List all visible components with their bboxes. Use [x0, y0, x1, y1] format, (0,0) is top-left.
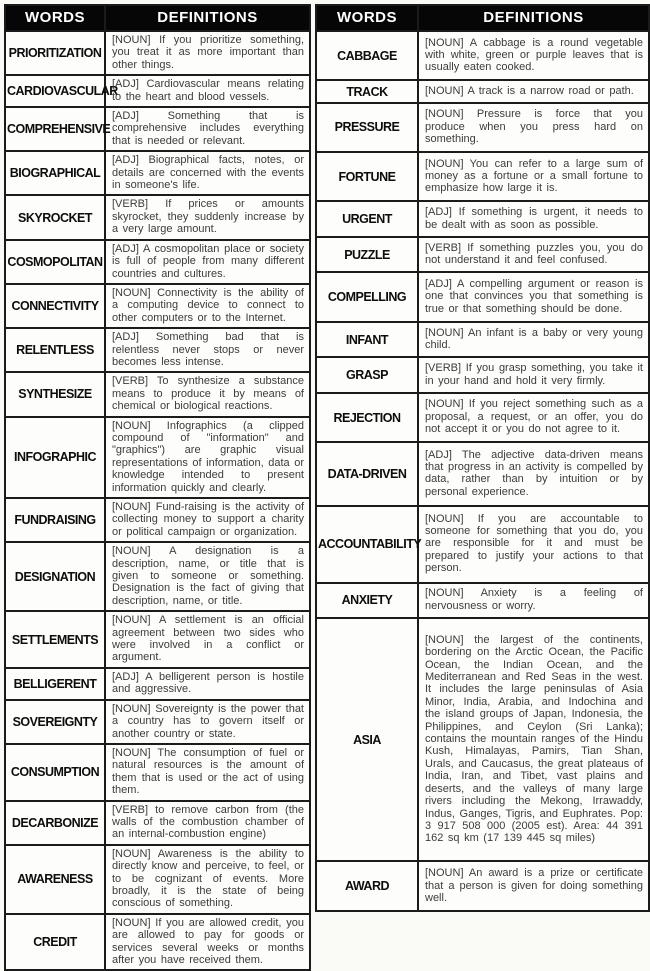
table-row [5, 417, 310, 498]
table-row [5, 372, 310, 416]
table-row [316, 103, 649, 152]
definition-cell: [ADJ] A compelling argument or reason is one that convinces you that something is true or that something should be done. [418, 272, 649, 321]
table-row [5, 498, 310, 542]
definition-cell: [NOUN] A cabbage is a round vegetable with white, green or purple leaves that is usually eaten cooked. [418, 31, 649, 80]
definitions-column-header: DEFINITIONS [418, 5, 649, 31]
word-cell: COMPREHENSIVE [5, 107, 105, 151]
header-row [316, 5, 649, 31]
header-row [5, 5, 310, 31]
table-row [5, 284, 310, 328]
table-row [316, 506, 649, 583]
word-cell: CREDIT [5, 914, 105, 971]
table-row [316, 357, 649, 393]
word-cell: AWARENESS [5, 845, 105, 914]
definition-cell: [NOUN] Awareness is the ability to directly know and perceive, to feel, or to be cognizant of events. More broadly, it is the state of being conscious of something. [105, 845, 310, 914]
word-cell: CONSUMPTION [5, 744, 105, 801]
table-row [316, 442, 649, 505]
word-cell: COSMOPOLITAN [5, 240, 105, 284]
word-cell: AWARD [316, 861, 418, 911]
word-cell: ACCOUNTABILITY [316, 506, 418, 583]
word-cell: TRACK [316, 80, 418, 102]
table-row [5, 744, 310, 801]
table-row [316, 272, 649, 321]
definition-cell: [VERB] To synthesize a substance means to produce it by means of chemical or biological reactions. [105, 372, 310, 416]
definition-cell: [NOUN] The consumption of fuel or natural resources is the amount of them that is used or the act of using them. [105, 744, 310, 801]
word-cell: ASIA [316, 618, 418, 861]
definition-cell: [NOUN] Infographics (a clipped compound of "information" and "graphics") are graphic visual representations of information, data or knowledge intended to present information quickly and clearly. [105, 417, 310, 498]
definition-cell: [NOUN] If you prioritize something, you treat it as more important than other things. [105, 31, 310, 75]
definition-cell: [ADJ] Biographical facts, notes, or details are concerned with the events in someone's life. [105, 151, 310, 195]
words-column-header: WORDS [5, 5, 105, 31]
word-cell: DECARBONIZE [5, 801, 105, 845]
table-row [5, 801, 310, 845]
definition-cell: [ADJ] A cosmopolitan place or society is full of people from many different countries and cultures. [105, 240, 310, 284]
word-cell: CABBAGE [316, 31, 418, 80]
word-cell: CARDIOVASCULAR [5, 75, 105, 107]
definition-cell: [ADJ] The adjective data-driven means that progress in an activity is compelled by data, rather than by intuition or by personal experience. [418, 442, 649, 505]
table-row [316, 618, 649, 861]
word-cell: DATA-DRIVEN [316, 442, 418, 505]
table-row [316, 237, 649, 273]
definition-cell: [NOUN] Pressure is force that you produce when you press hard on something. [418, 103, 649, 152]
word-cell: GRASP [316, 357, 418, 393]
word-cell: SYNTHESIZE [5, 372, 105, 416]
table-row [316, 31, 649, 80]
table-row [5, 914, 310, 971]
word-cell: FORTUNE [316, 152, 418, 201]
word-cell: BIOGRAPHICAL [5, 151, 105, 195]
definition-cell: [ADJ] A belligerent person is hostile and aggressive. [105, 668, 310, 700]
definition-cell: [VERB] to remove carbon from (the walls of the combustion chamber of an internal-combustion engine) [105, 801, 310, 845]
definition-cell: [NOUN] Anxiety is a feeling of nervousness or worry. [418, 583, 649, 619]
word-cell: PRIORITIZATION [5, 31, 105, 75]
definition-cell: [VERB] If prices or amounts skyrocket, they suddenly increase by a very large amount. [105, 195, 310, 239]
definition-cell: [NOUN] the largest of the continents, bordering on the Arctic Ocean, the Pacific Ocean, the Indian Ocean, and the Mediterranean and Red Seas in the west. It includes the large peninsulas of Asia Minor, India, Arabia, and Indochina and the island groups of Japan, Indonesia, the Philippines, and Ceylon (Sri Lanka); contains the mountain ranges of the Hindu Kush, Himalayas, Pamirs, Tian Shan, Urals, and Caucasus, the great plateaus of India, Iran, and Tibet, vast plains and deserts, and the valleys of many large rivers including the Mekong, Irrawaddy, Indus, Ganges, Tigris, and Euphrates. Pop: 3 917 508 000 (2005 est). Area: 44 391 162 sq km (17 139 445 sq miles) [418, 618, 649, 861]
word-cell: DESIGNATION [5, 542, 105, 611]
table-row [316, 861, 649, 911]
word-cell: URGENT [316, 201, 418, 237]
word-cell: SOVEREIGNTY [5, 700, 105, 744]
table-row [316, 393, 649, 442]
word-cell: INFOGRAPHIC [5, 417, 105, 498]
definition-cell: [NOUN] If you reject something such as a proposal, a request, or an offer, you do not accept it or you do not agree to it. [418, 393, 649, 442]
definition-cell: [VERB] If something puzzles you, you do not understand it and feel confused. [418, 237, 649, 273]
word-cell: PRESSURE [316, 103, 418, 152]
table-row [5, 668, 310, 700]
vocab-table-right [315, 4, 650, 912]
word-cell: ANXIETY [316, 583, 418, 619]
table-row [316, 201, 649, 237]
definition-cell: [ADJ] Cardiovascular means relating to the heart and blood vessels. [105, 75, 310, 107]
table-row [316, 80, 649, 102]
table-row [5, 107, 310, 151]
definition-cell: [ADJ] Something bad that is relentless never stops or never becomes less intense. [105, 328, 310, 372]
word-cell: RELENTLESS [5, 328, 105, 372]
word-cell: CONNECTIVITY [5, 284, 105, 328]
definition-cell: [NOUN] An infant is a baby or very young child. [418, 322, 649, 358]
definition-cell: [ADJ] If something is urgent, it needs to be dealt with as soon as possible. [418, 201, 649, 237]
definition-cell: [NOUN] Fund-raising is the activity of collecting money to support a charity or political campaign or organization. [105, 498, 310, 542]
definition-cell: [NOUN] If you are accountable to someone for something that you do, you are responsible for it and must be prepared to justify your actions to that person. [418, 506, 649, 583]
definition-cell: [NOUN] A settlement is an official agreement between two sides who were involved in a conflict or argument. [105, 611, 310, 668]
table-row [316, 322, 649, 358]
table-row [316, 152, 649, 201]
table-row [5, 31, 310, 75]
word-cell: BELLIGERENT [5, 668, 105, 700]
table-row [5, 240, 310, 284]
definition-cell: [NOUN] Connectivity is the ability of a computing device to connect to other computers or to the Internet. [105, 284, 310, 328]
table-row [5, 611, 310, 668]
table-row [316, 583, 649, 619]
definition-cell: [NOUN] If you are allowed credit, you are allowed to pay for goods or services several weeks or months after you have received them. [105, 914, 310, 971]
word-cell: PUZZLE [316, 237, 418, 273]
words-column-header: WORDS [316, 5, 418, 31]
table-row [5, 328, 310, 372]
word-cell: REJECTION [316, 393, 418, 442]
table-row [5, 75, 310, 107]
definitions-column-header: DEFINITIONS [105, 5, 310, 31]
table-row [5, 845, 310, 914]
table-row [5, 542, 310, 611]
definition-cell: [NOUN] A track is a narrow road or path. [418, 80, 649, 102]
vocab-table-left [4, 4, 311, 971]
definition-cell: [NOUN] A designation is a description, name, or title that is given to someone or something. Designation is the fact of giving that description, name, or title. [105, 542, 310, 611]
definition-cell: [VERB] If you grasp something, you take it in your hand and hold it very firmly. [418, 357, 649, 393]
table-row [5, 151, 310, 195]
table-row [5, 700, 310, 744]
definition-cell: [NOUN] You can refer to a large sum of money as a fortune or a small fortune to emphasize how large it is. [418, 152, 649, 201]
definition-cell: [NOUN] Sovereignty is the power that a country has to govern itself or another country or state. [105, 700, 310, 744]
table-row [5, 195, 310, 239]
word-cell: INFANT [316, 322, 418, 358]
definition-cell: [NOUN] An award is a prize or certificate that a person is given for doing something well. [418, 861, 649, 911]
word-cell: FUNDRAISING [5, 498, 105, 542]
word-cell: SETTLEMENTS [5, 611, 105, 668]
definition-cell: [ADJ] Something that is comprehensive includes everything that is needed or relevant. [105, 107, 310, 151]
word-cell: SKYROCKET [5, 195, 105, 239]
word-cell: COMPELLING [316, 272, 418, 321]
